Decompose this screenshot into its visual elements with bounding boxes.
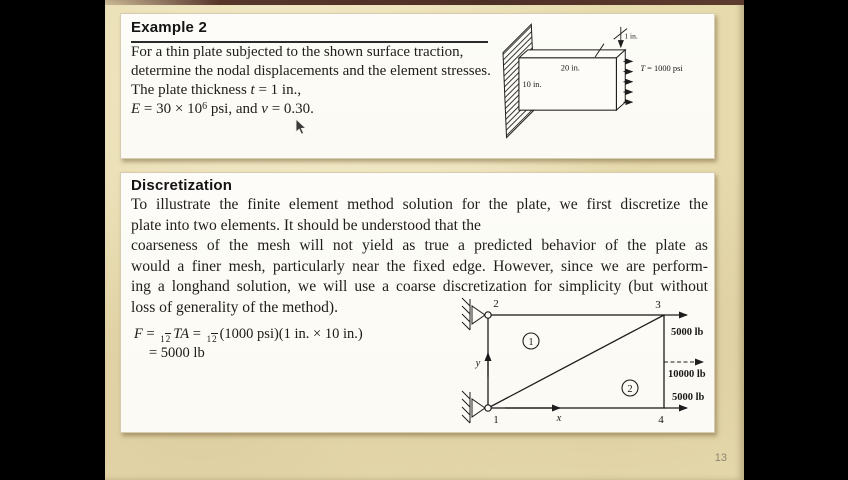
example-line-3: The plate thickness t = 1 in.,: [131, 82, 302, 98]
mouse-cursor-icon: [295, 118, 309, 136]
example-line-4: $E = 30 \times 10^6$ psi, and v = 0.30.: [131, 101, 314, 117]
mesh-figure: [450, 290, 730, 430]
node-1-pin-circle: [485, 405, 491, 411]
element-2-label: 2: [627, 384, 633, 395]
discretization-line-4: would a finer mesh, particularly near the fixed edge. However, since we are perform-: [131, 257, 708, 275]
discretization-line-2: plate into two elements. It should be understood that the: [131, 216, 481, 234]
right-letterbox-bar: [744, 0, 848, 480]
poisson-variable: v: [261, 101, 268, 117]
node-1-label: 1: [493, 414, 499, 426]
example-line-2: determine the nodal displacements and the element stresses.: [131, 63, 491, 79]
one-half-fraction: 12: [160, 334, 171, 344]
width-dimension-label: 20 in.: [560, 63, 580, 73]
example-body-text: [131, 43, 515, 119]
discretization-line-5: ing a longhand solution, we will use a coarse discretization for simplicity (but without: [131, 278, 708, 296]
presentation-slide: [105, 0, 744, 480]
formula-line-1: F = 12 TA = 12 (1000 psi)(1 in. × 10 in.): [134, 326, 363, 344]
example-line-1: For a thin plate subjected to the shown surface traction,: [131, 44, 464, 60]
node-2-label: 2: [493, 298, 499, 310]
pin-support-node-1: [462, 391, 485, 423]
node-2-pin-circle: [485, 312, 491, 318]
discretization-line-6: loss of generality of the method).: [131, 298, 338, 316]
discretization-heading: Discretization: [131, 177, 233, 194]
modulus-variable: E: [131, 101, 141, 117]
one-half-fraction: 12: [206, 334, 217, 344]
mesh-diagonal: [488, 315, 664, 408]
thickness-dimension-label: 1 in.: [624, 31, 638, 41]
plate-top-face: [519, 50, 625, 58]
force-middle-label: 10000 lb: [668, 369, 706, 380]
x-axis-label: x: [556, 413, 562, 424]
traction-label: T = 1000 psi: [640, 64, 683, 74]
y-axis-label: y: [475, 358, 481, 369]
force-top-label: 5000 lb: [671, 327, 704, 338]
formula-line-2: = 5000 lb: [149, 345, 205, 361]
page-number: 13: [714, 452, 727, 464]
example-heading: Example 2: [131, 19, 208, 36]
discretization-line-1: To illustrate the finite element method solution for the plate, we first discretize the: [131, 196, 708, 213]
pin-support-node-2: [462, 298, 485, 330]
slide-top-edge-band: [105, 0, 744, 5]
plate-right-face: [616, 50, 625, 110]
discretization-line-3: coarseness of the mesh will not yield as true a predicted behavior of the plate as: [131, 237, 708, 255]
force-bottom-label: 5000 lb: [672, 392, 705, 403]
force-formula: [134, 326, 363, 362]
left-letterbox-bar: [0, 0, 105, 480]
height-dimension-label: 10 in.: [522, 80, 542, 90]
element-1-label: 1: [528, 337, 534, 348]
node-4-label: 4: [658, 414, 664, 426]
thickness-variable: t: [250, 82, 255, 98]
exponent: 6: [202, 101, 208, 112]
node-3-label: 3: [655, 299, 661, 311]
plate-3d-figure: [495, 18, 725, 158]
